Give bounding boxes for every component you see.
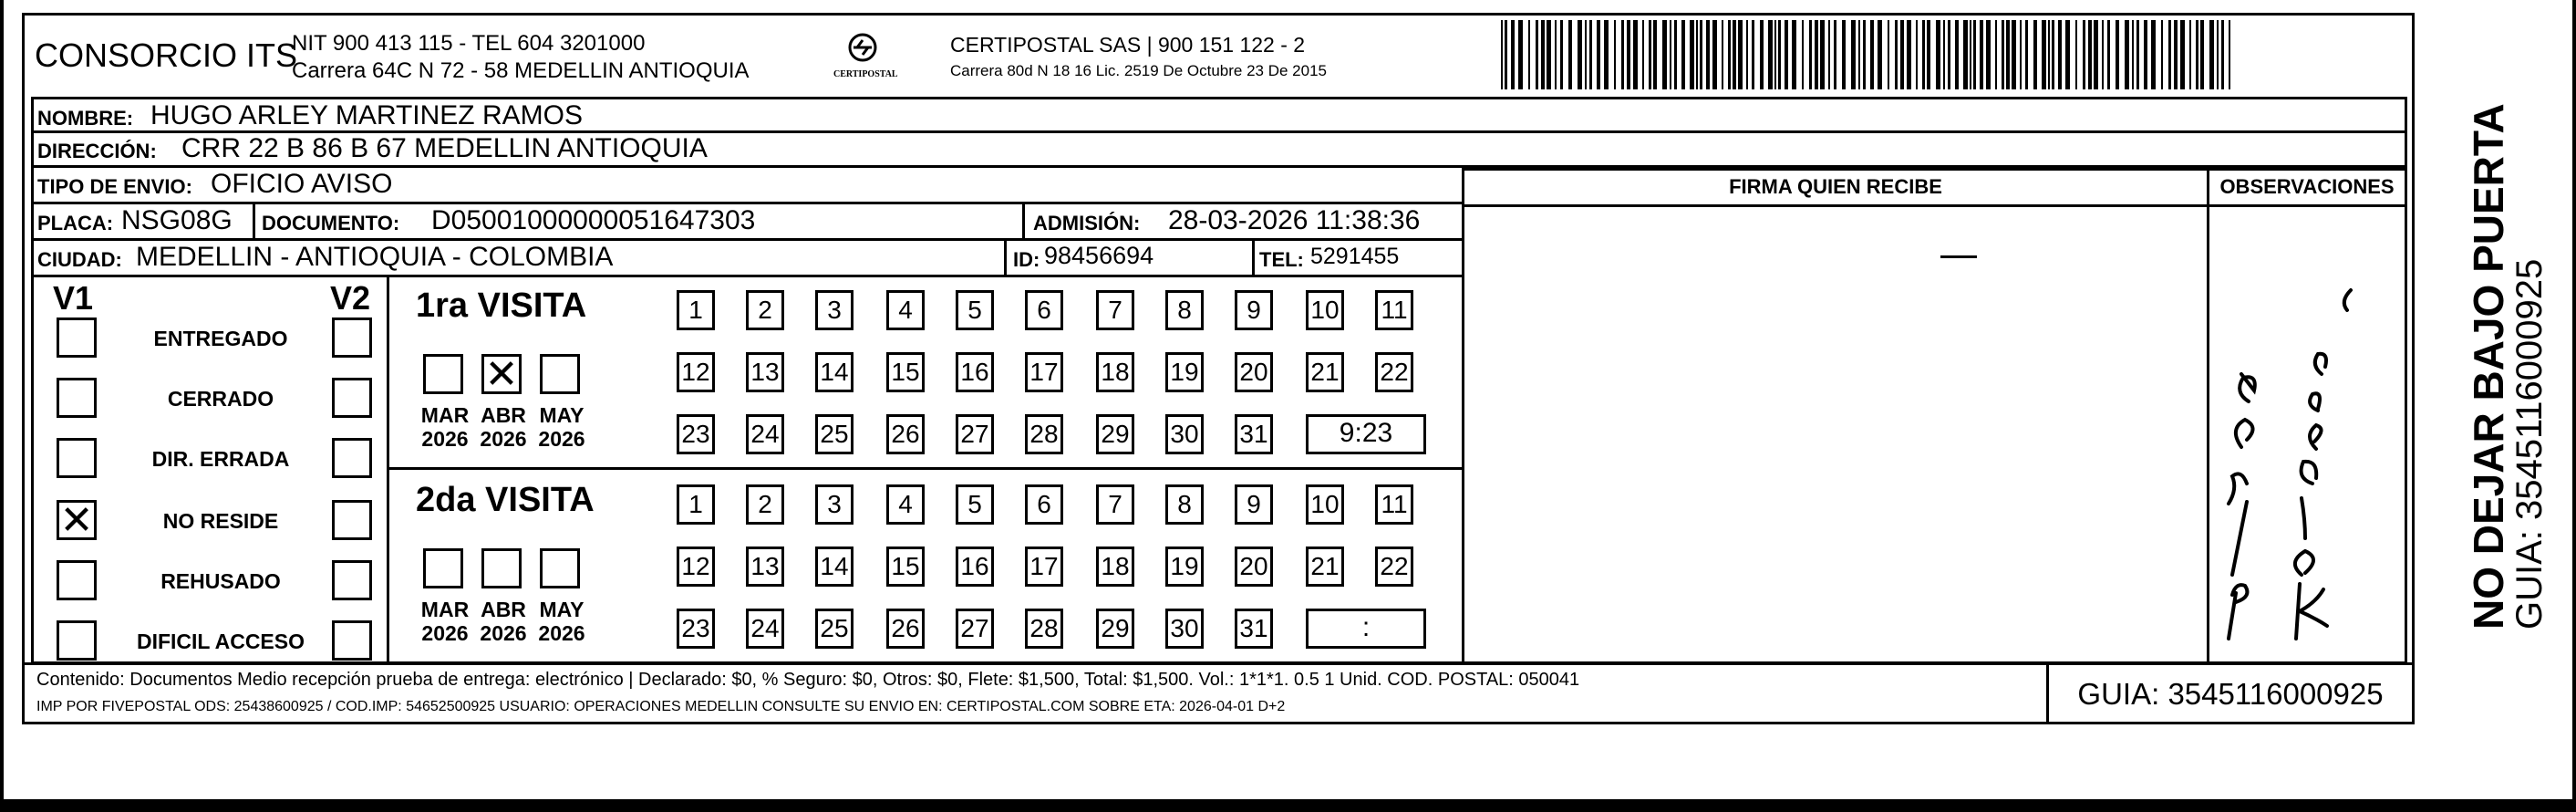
barcode-bar (2180, 20, 2185, 89)
barcode-bar (1900, 20, 1904, 89)
barcode-bar (2189, 20, 2191, 89)
day-box[interactable]: 12 (677, 547, 715, 587)
barcode-bar (1555, 20, 1557, 89)
month-label (416, 598, 474, 645)
barcode-bar (1986, 20, 1991, 89)
month-name: MAR (420, 598, 470, 621)
barcode-bar (1888, 20, 1889, 89)
tipo-label: TIPO DE ENVIO: (37, 175, 192, 198)
day-box[interactable]: 15 (886, 352, 925, 392)
v1-checkbox[interactable] (57, 318, 97, 358)
v1-label: V1 (53, 279, 94, 317)
id-value: 98456694 (1044, 242, 1154, 269)
barcode-bar (1774, 20, 1776, 89)
day-box[interactable]: 22 (1375, 547, 1413, 587)
month-label (533, 403, 591, 451)
day-box[interactable]: 19 (1165, 547, 1204, 587)
barcode-bar (1518, 20, 1523, 89)
barcode-bar (2221, 20, 2224, 89)
barcode-bar (1778, 20, 1781, 89)
barcode-bar (2012, 20, 2016, 89)
month-checkbox[interactable] (481, 354, 522, 394)
month-year: 2026 (421, 621, 469, 645)
barcode-bar (2083, 20, 2085, 89)
day-box[interactable]: 29 (1096, 609, 1134, 649)
day-box[interactable]: 18 (1096, 352, 1134, 392)
barcode-bar (1728, 20, 1731, 89)
day-box[interactable]: 21 (1306, 547, 1344, 587)
barcode-bar (1706, 20, 1710, 89)
ciudad-value: MEDELLIN - ANTIOQUIA - COLOMBIA (136, 242, 614, 272)
day-box[interactable]: 30 (1165, 414, 1204, 454)
month-year: 2026 (538, 621, 585, 645)
v1-checkbox[interactable] (57, 438, 97, 478)
day-box[interactable]: 26 (886, 609, 925, 649)
barcode-bar (1863, 20, 1866, 89)
day-box[interactable]: 10 (1306, 484, 1344, 525)
day-box[interactable]: 20 (1235, 352, 1273, 392)
barcode-bar (2025, 20, 2028, 89)
barcode-bar (1907, 20, 1911, 89)
documento-label: DOCUMENTO: (262, 212, 400, 234)
day-box[interactable]: 26 (886, 414, 925, 454)
barcode-bar (1662, 20, 1667, 89)
day-box[interactable]: 23 (677, 414, 715, 454)
day-box[interactable]: 24 (746, 609, 784, 649)
day-box[interactable]: 16 (956, 352, 994, 392)
day-box[interactable]: 9 (1235, 290, 1273, 330)
barcode-bar (2052, 20, 2054, 89)
barcode-bar (1547, 20, 1551, 89)
barcode-bar (2033, 20, 2037, 89)
day-box[interactable]: 7 (1096, 290, 1134, 330)
barcode-bar (2144, 20, 2147, 89)
day-box[interactable]: 3 (815, 484, 853, 525)
v1-checkbox[interactable] (57, 620, 97, 661)
firma-mark (1940, 255, 1977, 258)
day-box[interactable]: 25 (815, 609, 853, 649)
barcode-bar (1802, 20, 1804, 89)
day-box[interactable]: 31 (1235, 414, 1273, 454)
placa-divider (253, 204, 255, 241)
day-box[interactable]: 6 (1025, 484, 1063, 525)
barcode-bar (2042, 20, 2046, 89)
status-label: ENTREGADO (153, 327, 288, 350)
direccion-row (31, 133, 2407, 168)
barcode-bar (1916, 20, 1918, 89)
day-box[interactable]: 4 (886, 290, 925, 330)
month-label (533, 598, 591, 645)
status-label: CERRADO (167, 387, 274, 411)
barcode-bar (1828, 20, 1830, 89)
footer-guia: GUIA: 3545116000925 (2077, 677, 2384, 711)
barcode-bar (1815, 20, 1818, 89)
barcode-bar (1560, 20, 1563, 89)
day-box[interactable]: 3 (815, 290, 853, 330)
day-box[interactable]: 27 (956, 609, 994, 649)
barcode-bar (2174, 20, 2178, 89)
day-box[interactable]: 11 (1375, 484, 1413, 525)
barcode (1501, 20, 2230, 89)
ciudad-row (31, 241, 1464, 277)
tel-value: 5291455 (1310, 244, 1400, 269)
day-box[interactable]: 23 (677, 609, 715, 649)
barcode-bar (1842, 20, 1846, 89)
barcode-bar (1722, 20, 1723, 89)
id-label: ID: (1013, 248, 1040, 271)
month-year: 2026 (538, 427, 585, 451)
v2-checkbox[interactable] (332, 438, 372, 478)
day-box[interactable]: 24 (746, 414, 784, 454)
barcode-bar (1653, 20, 1657, 89)
barcode-bar (2161, 20, 2163, 89)
barcode-bar (1614, 20, 1616, 89)
day-box[interactable]: 19 (1165, 352, 1204, 392)
placa-row (31, 204, 1464, 241)
observaciones-header-rule (2207, 204, 2407, 207)
day-box[interactable]: 14 (815, 352, 853, 392)
barcode-bar (1851, 20, 1856, 89)
barcode-bar (1760, 20, 1764, 89)
certipostal-line: CERTIPOSTAL SAS | 900 151 122 - 2 (950, 33, 1306, 57)
v1-checkbox[interactable] (57, 378, 97, 418)
day-box[interactable]: 30 (1165, 609, 1204, 649)
status-label: DIFICIL ACCESO (136, 630, 305, 653)
barcode-bar (2107, 20, 2110, 89)
month-name: MAY (539, 598, 585, 621)
barcode-bar (1738, 20, 1743, 89)
barcode-bar (2209, 20, 2214, 89)
documento-value: D05001000000051647303 (431, 205, 756, 235)
barcode-bar (1621, 20, 1624, 89)
barcode-bar (1700, 20, 1702, 89)
barcode-bar (1589, 20, 1592, 89)
day-box[interactable]: 22 (1375, 352, 1413, 392)
barcode-bar (1963, 20, 1968, 89)
placa-label: PLACA: (37, 212, 114, 234)
barcode-bar (2229, 20, 2230, 89)
barcode-bar (1870, 20, 1874, 89)
barcode-bar (1927, 20, 1930, 89)
barcode-bar (1809, 20, 1812, 89)
barcode-bar (2200, 20, 2204, 89)
status-label: NO RESIDE (162, 509, 279, 533)
barcode-bar (1642, 20, 1644, 89)
barcode-bar (1627, 20, 1630, 89)
barcode-bar (1936, 20, 1940, 89)
month-checkbox[interactable] (423, 548, 463, 588)
tipo-row (31, 168, 1464, 204)
v2-checkbox[interactable] (332, 378, 372, 418)
barcode-bar (1604, 20, 1609, 89)
barcode-bar (2125, 20, 2129, 89)
handwritten-observation (2210, 210, 2404, 661)
tipo-value: OFICIO AVISO (211, 169, 393, 199)
day-box[interactable]: 31 (1235, 609, 1273, 649)
barcode-bar (1922, 20, 1925, 89)
firma-column (1462, 168, 2209, 664)
day-box[interactable]: 16 (956, 547, 994, 587)
month-name: ABR (481, 403, 526, 427)
observaciones-header: OBSERVACIONES (2219, 175, 2395, 198)
day-box[interactable]: 2 (746, 290, 784, 330)
day-box[interactable]: 4 (886, 484, 925, 525)
barcode-bar (1690, 20, 1694, 89)
bottom-rule (0, 799, 2576, 812)
day-box[interactable]: 15 (886, 547, 925, 587)
month-label (416, 403, 474, 451)
day-box[interactable]: 6 (1025, 290, 1063, 330)
v1-checkbox[interactable] (57, 500, 97, 540)
month-label (474, 598, 533, 645)
barcode-bar (1501, 20, 1503, 89)
barcode-bar (2151, 20, 2156, 89)
barcode-bar (1955, 20, 1959, 89)
barcode-bar (1649, 20, 1651, 89)
month-year: 2026 (421, 427, 469, 451)
day-box[interactable]: 9 (1235, 484, 1273, 525)
footer-line1: Contenido: Documentos Medio recepción prueba de entrega: electrónico | Declarado: $0, % Seguro: $0, Otros: $0, Flete: $1,500, Total: $1,500. Vol.: 1*1*1. 0.5 1 Unid. COD. POSTAL: 050041 (36, 670, 1580, 690)
day-box[interactable]: 1 (677, 484, 715, 525)
certipostal-address: Carrera 80d N 18 16 Lic. 2519 De Octubre 23 De 2015 (950, 62, 1327, 79)
month-checkbox[interactable] (481, 548, 522, 588)
month-name: MAY (539, 403, 585, 427)
direccion-value: CRR 22 B 86 B 67 MEDELLIN ANTIOQUIA (181, 133, 708, 163)
company-address: Carrera 64C N 72 - 58 MEDELLIN ANTIOQUIA (292, 58, 750, 83)
day-box[interactable]: 28 (1025, 609, 1063, 649)
day-box[interactable]: 17 (1025, 547, 1063, 587)
v2-label: V2 (330, 279, 371, 317)
barcode-bar (1585, 20, 1587, 89)
day-box[interactable]: 28 (1025, 414, 1063, 454)
ciudad-label: CIUDAD: (37, 248, 122, 271)
barcode-bar (1858, 20, 1860, 89)
barcode-bar (1948, 20, 1950, 89)
barcode-bar (2102, 20, 2104, 89)
barcode-bar (1696, 20, 1698, 89)
barcode-bar (1768, 20, 1773, 89)
v2-checkbox[interactable] (332, 318, 372, 358)
barcode-bar (1505, 20, 1507, 89)
barcode-bar (1980, 20, 1983, 89)
v2-checkbox[interactable] (332, 620, 372, 661)
barcode-bar (1674, 20, 1677, 89)
side-guia: GUIA: 3545116000925 (2509, 258, 2550, 630)
month-year: 2026 (480, 427, 527, 451)
barcode-bar (1895, 20, 1898, 89)
barcode-bar (1995, 20, 1997, 89)
nombre-row (31, 97, 2407, 133)
day-box[interactable]: 21 (1306, 352, 1344, 392)
status-label: DIR. ERRADA (151, 447, 290, 471)
day-box[interactable]: 10 (1306, 290, 1344, 330)
barcode-bar (1670, 20, 1671, 89)
v1-checkbox[interactable] (57, 560, 97, 600)
barcode-bar (2116, 20, 2119, 89)
barcode-bar (1578, 20, 1582, 89)
day-box[interactable]: 1 (677, 290, 715, 330)
barcode-bar (1752, 20, 1754, 89)
barcode-bar (2048, 20, 2050, 89)
tel-divider (1252, 241, 1255, 277)
admision-label: ADMISIÓN: (1033, 212, 1141, 234)
barcode-bar (1834, 20, 1836, 89)
firma-header: FIRMA QUIEN RECIBE (1729, 175, 1942, 198)
barcode-bar (2132, 20, 2134, 89)
day-box[interactable]: 5 (956, 484, 994, 525)
barcode-bar (1970, 20, 1971, 89)
barcode-bar (2020, 20, 2022, 89)
barcode-bar (2136, 20, 2139, 89)
barcode-bar (2168, 20, 2171, 89)
barcode-bar (2217, 20, 2219, 89)
visit-title: 1ra VISITA (416, 286, 587, 325)
company-nit-tel: NIT 900 413 115 - TEL 604 3201000 (292, 31, 646, 56)
day-box[interactable]: 12 (677, 352, 715, 392)
admision-divider (1022, 204, 1025, 241)
barcode-bar (1943, 20, 1945, 89)
barcode-bar (2058, 20, 2062, 89)
barcode-bar (1633, 20, 1638, 89)
barcode-bar (2065, 20, 2070, 89)
barcode-bar (1528, 20, 1530, 89)
day-box[interactable]: 17 (1025, 352, 1063, 392)
month-name: ABR (481, 598, 526, 621)
barcode-bar (2196, 20, 2198, 89)
day-box[interactable]: 11 (1375, 290, 1413, 330)
barcode-bar (1792, 20, 1796, 89)
barcode-bar (1973, 20, 1976, 89)
barcode-bar (2075, 20, 2077, 89)
day-box[interactable]: 8 (1165, 290, 1204, 330)
day-box[interactable]: 18 (1096, 547, 1134, 587)
time-box[interactable]: 9:23 (1306, 414, 1426, 454)
day-box[interactable]: 25 (815, 414, 853, 454)
admision-value: 28-03-2026 11:38:36 (1168, 205, 1421, 235)
barcode-bar (1511, 20, 1515, 89)
day-box[interactable]: 7 (1096, 484, 1134, 525)
barcode-bar (1681, 20, 1685, 89)
logo-caption: CERTIPOSTAL (833, 69, 898, 79)
day-box[interactable]: 20 (1235, 547, 1273, 587)
month-checkbox[interactable] (540, 354, 580, 394)
barcode-bar (2088, 20, 2092, 89)
footer-line2: IMP POR FIVEPOSTAL ODS: 25438600925 / COD.IMP: 54652500925 USUARIO: OPERACIONES MEDELLIN CONSULTE SU ENVIO EN: CERTIPOSTAL.COM SOBRE ETA: 2026-04-01 D+2 (36, 699, 1286, 714)
month-checkbox[interactable] (540, 548, 580, 588)
month-label (474, 403, 533, 451)
month-name: MAR (420, 403, 470, 427)
side-warning: NO DEJAR BAJO PUERTA (2465, 103, 2512, 630)
company-name: CONSORCIO ITS (35, 36, 298, 74)
firma-header-rule (1462, 204, 2209, 207)
visit-title: 2da VISITA (416, 481, 595, 519)
barcode-bar (2006, 20, 2010, 89)
month-year: 2026 (480, 621, 527, 645)
nombre-value: HUGO ARLEY MARTINEZ RAMOS (150, 100, 583, 130)
month-checkbox[interactable] (423, 354, 463, 394)
day-box[interactable]: 2 (746, 484, 784, 525)
barcode-bar (1785, 20, 1788, 89)
barcode-bar (1541, 20, 1545, 89)
barcode-bar (2094, 20, 2098, 89)
time-box[interactable]: : (1306, 609, 1426, 649)
v2-checkbox[interactable] (332, 500, 372, 540)
day-box[interactable]: 27 (956, 414, 994, 454)
id-divider (1004, 241, 1007, 277)
status-label: REHUSADO (160, 569, 281, 593)
barcode-bar (1746, 20, 1748, 89)
day-box[interactable]: 13 (746, 547, 784, 587)
barcode-bar (1712, 20, 1717, 89)
visit-divider (387, 467, 1464, 470)
barcode-bar (1597, 20, 1600, 89)
barcode-bar (1733, 20, 1736, 89)
placa-value: NSG08G (121, 205, 233, 235)
barcode-bar (1820, 20, 1825, 89)
barcode-bar (1878, 20, 1882, 89)
day-box[interactable]: 5 (956, 290, 994, 330)
day-box[interactable]: 14 (815, 547, 853, 587)
tel-label: TEL: (1259, 248, 1304, 271)
day-box[interactable]: 8 (1165, 484, 1204, 525)
day-box[interactable]: 29 (1096, 414, 1134, 454)
barcode-bar (2002, 20, 2004, 89)
barcode-bar (1536, 20, 1538, 89)
direccion-label: DIRECCIÓN: (37, 140, 157, 162)
v2-checkbox[interactable] (332, 560, 372, 600)
nombre-label: NOMBRE: (37, 107, 134, 130)
day-box[interactable]: 13 (746, 352, 784, 392)
barcode-bar (1568, 20, 1572, 89)
